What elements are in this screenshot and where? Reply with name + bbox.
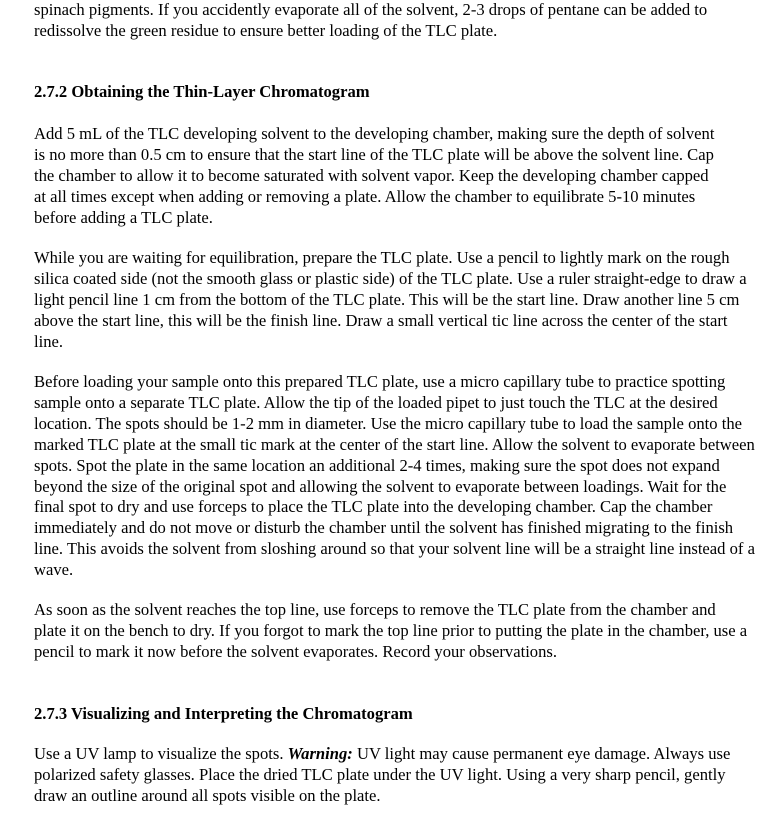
intro-paragraph: spinach pigments. If you accidently evaporate all of the solvent, 2-3 drops of pentane can be added to redissolve the green residue to ensure better loading of the TLC plate. <box>34 0 708 40</box>
uv-text-start: Use a UV lamp to visualize the spots. <box>34 744 288 763</box>
paragraph-add-solvent: Add 5 mL of the TLC developing solvent to the developing chamber, making sure the depth of solvent is no more than 0.5 cm to ensure that the start line of the TLC plate will be above the solvent line. Cap the chamber to allow it to become saturated with solvent vapor. Keep the developing chamber capped at all times except when adding or removing a plate. Allow the chamber to equilibrate 5-10 minutes before adding a TLC plate. <box>34 124 715 227</box>
paragraph-loading-sample: Before loading your sample onto this prepared TLC plate, use a micro capillary tube to practice spotting sample onto a separate TLC plate. Allow the tip of the loaded pipet to just touch the TLC at the desired location. The spots should be 1-2 mm in diameter. Use the micro capillary tube to load the sample onto the marked TLC plate at the small tic mark at the center of the start line. Allow the solvent to evaporate between spots. Spot the plate in the same location an additional 2-4 times, making sure the spot does not expand beyond the size of the original spot and allowing the solvent to evaporate between loadings. Wait for the final spot to dry and use forceps to place the TLC plate into the developing chamber. Cap the chamber immediately and do not move or disturb the chamber until the solvent has finished migrating to the finish line. This avoids the solvent from sloshing around so that your solvent line will be a straight line instead of a wave. <box>34 372 755 580</box>
uv-text-rest: UV light may cause permanent eye damage. Always use polarized safety glasses. Place the dried TLC plate under the UV light. Using a very sharp pencil, gently draw an outline around all spots visible on the plate. <box>34 744 731 805</box>
warning-label: Warning: <box>287 744 353 763</box>
section-heading-2-7-3: 2.7.3 Visualizing and Interpreting the Chromatogram <box>34 704 413 723</box>
section-heading-2-7-2: 2.7.2 Obtaining the Thin-Layer Chromatogram <box>34 82 370 101</box>
paragraph-remove-plate: As soon as the solvent reaches the top line, use forceps to remove the TLC plate from the chamber and plate it on the bench to dry. If you forgot to mark the top line prior to putting the plate in the chamber, use a pencil to mark it now before the solvent evaporates. Record your observations. <box>34 600 748 661</box>
paragraph-prepare-plate: While you are waiting for equilibration, prepare the TLC plate. Use a pencil to lightly mark on the rough silica coated side (not the smooth glass or plastic side) of the TLC plate. Use a ruler straight-edge to draw a light pencil line 1 cm from the bottom of the TLC plate. This will be the start line. Draw another line 5 cm above the start line, this will be the finish line. Draw a small vertical tic line across the center of the start line. <box>34 248 747 351</box>
paragraph-uv-visualize <box>34 744 750 807</box>
